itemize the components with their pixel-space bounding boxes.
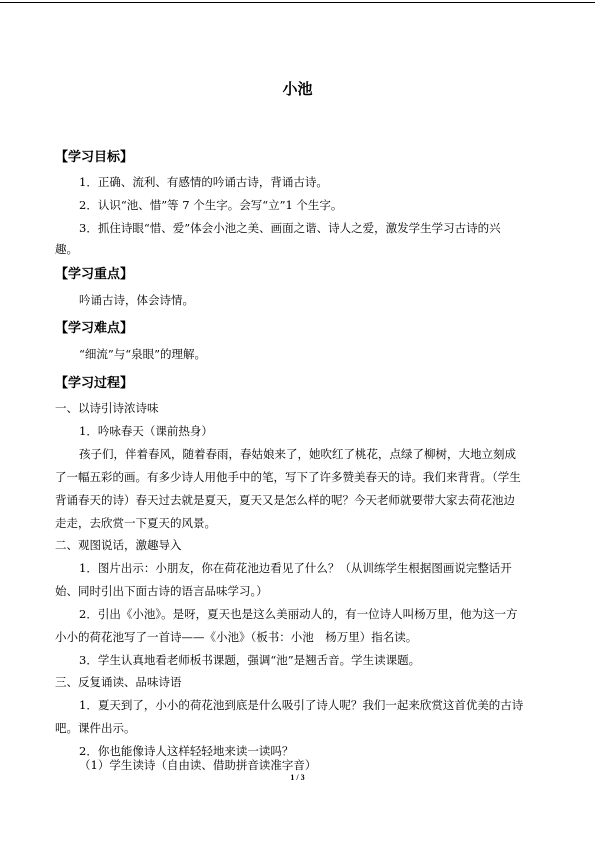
section-heading-difficult: 【学习难点】 bbox=[55, 321, 134, 336]
goal-line: 3．抓住诗眼“惜、爱”体会小池之美、画面之谐、诗人之爱，激发学生学习古诗的兴 bbox=[79, 221, 501, 235]
process-line: 小小的荷花池写了一首诗——《小池》（板书：小池 杨万里）指名读。 bbox=[55, 630, 418, 644]
process-line: 三、反复诵读、品味诗语 bbox=[55, 675, 182, 689]
difficult-line: “细流”与“泉眼”的理解。 bbox=[79, 347, 207, 361]
process-line: 孩子们，伴着春风，随着春雨，春姑娘来了，她吹红了桃花，点绿了柳树，大地立刻成 bbox=[79, 447, 516, 461]
goal-line: 1．正确、流利、有感情的吟诵古诗，背诵古诗。 bbox=[79, 175, 328, 189]
section-heading-key: 【学习重点】 bbox=[55, 267, 134, 282]
process-line: 2．你也能像诗人这样轻轻地来读一读吗？ bbox=[79, 744, 294, 758]
process-line: 1．夏天到了，小小的荷花池到底是什么吸引了诗人呢？我们一起来欣赏这首优美的古诗 bbox=[79, 698, 524, 712]
process-line: 3．学生认真地看老师板书课题，强调“池”是翘舌音。学生读课题。 bbox=[79, 653, 421, 667]
process-line: 走走，去欣赏一下夏天的风景。 bbox=[55, 516, 216, 530]
process-line: 始、同时引出下面古诗的语言品味学习。） bbox=[55, 584, 268, 598]
page-number: 1 / 3 bbox=[290, 773, 305, 782]
process-line: 一、以诗引诗浓诗味 bbox=[55, 401, 159, 415]
process-line: 2．引出《小池》。是呀，夏天也是这么美丽动人的，有一位诗人叫杨万里，他为这一方 bbox=[79, 607, 518, 621]
goal-line: 2．认识“池、惜”等 7 个生字。会写“立”1 个生字。 bbox=[79, 198, 343, 212]
goal-line: 趣。 bbox=[55, 242, 78, 256]
process-line: （1）学生读诗（自由读、借助拼音读准字音） bbox=[79, 758, 317, 772]
process-line: 吧。课件出示。 bbox=[55, 721, 136, 735]
header-rule bbox=[0, 2, 595, 3]
key-line: 吟诵古诗，体会诗情。 bbox=[79, 293, 194, 307]
process-line: 背诵春天的诗）春天过去就是夏天，夏天又是怎么样的呢？今天老师就要带大家去荷花池边 bbox=[55, 493, 515, 507]
page-title: 小池 bbox=[282, 80, 313, 98]
process-line: 二、观图说话，激趣导入 bbox=[55, 538, 182, 552]
process-line: 了一幅五彩的画。有多少诗人用他手中的笔，写下了许多赞美春天的诗。我们来背背。（学生 bbox=[55, 470, 521, 484]
section-heading-goals: 【学习目标】 bbox=[55, 150, 134, 165]
section-heading-process: 【学习过程】 bbox=[55, 376, 134, 391]
process-line: 1．图片出示：小朋友，你在荷花池边看见了什么？（从训练学生根据图画说完整话开 bbox=[79, 561, 512, 575]
process-line: 1．吟咏春天（课前热身） bbox=[79, 424, 213, 438]
